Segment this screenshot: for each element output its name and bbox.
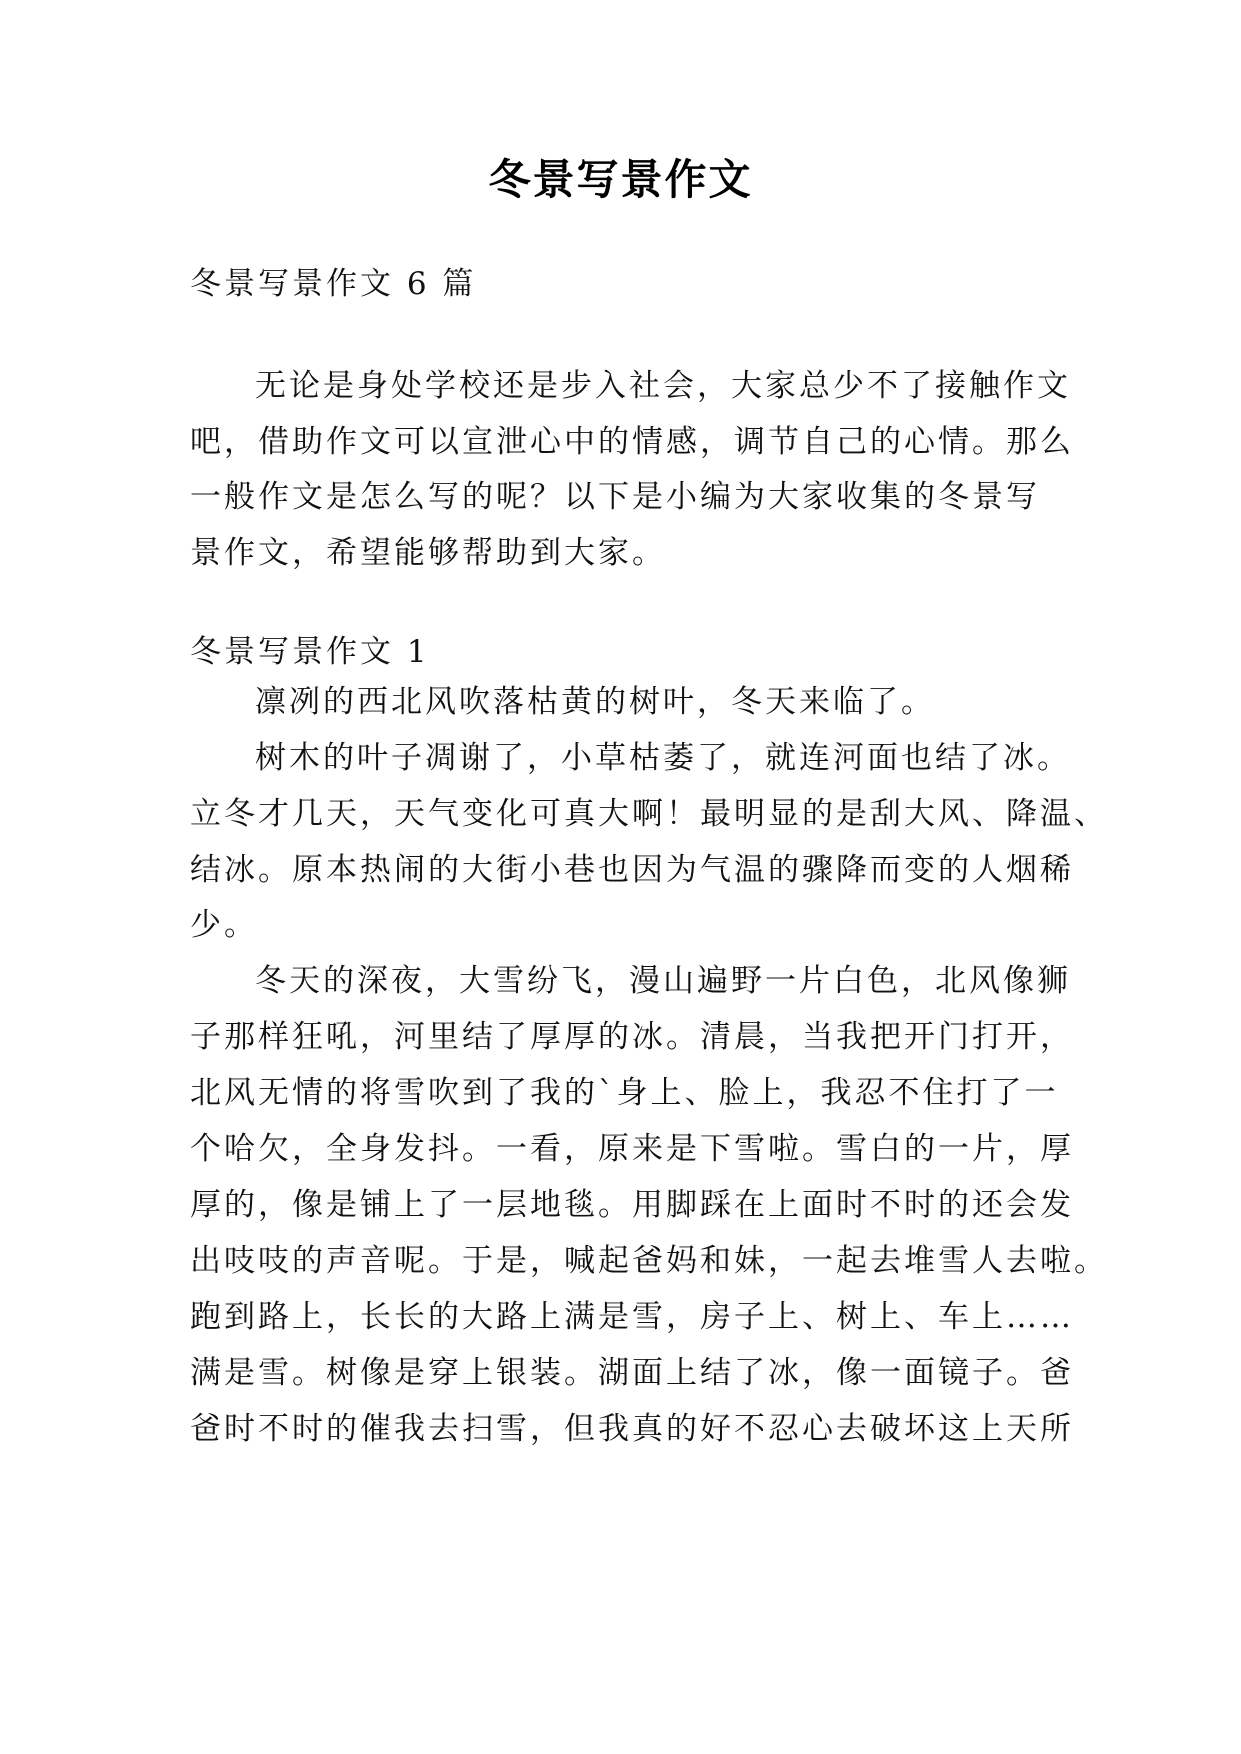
paragraph-line: 个哈欠，全身发抖。一看，原来是下雪啦。雪白的一片，厚 — [190, 1131, 1074, 1167]
intro-line: 吧，借助作文可以宣泄心中的情感，调节自己的心情。那么 — [190, 424, 1074, 460]
document-title: 冬景写景作文 — [488, 155, 753, 204]
paragraph-line: 结冰。原本热闹的大街小巷也因为气温的骤降而变的人烟稀 — [190, 852, 1074, 888]
paragraph-line: 少。 — [190, 907, 258, 943]
document-subtitle: 冬景写景作文 6 篇 — [190, 266, 477, 302]
intro-line: 景作文，希望能够帮助到大家。 — [190, 535, 666, 571]
paragraph-line: 立冬才几天，天气变化可真大啊！最明显的是刮大风、降温、 — [190, 796, 1108, 832]
paragraph-line: 北风无情的将雪吹到了我的`身上、脸上，我忍不住打了一 — [190, 1075, 1059, 1111]
paragraph-line: 树木的叶子凋谢了，小草枯萎了，就连河面也结了冰。 — [255, 740, 1071, 776]
paragraph-line: 冬天的深夜，大雪纷飞，漫山遍野一片白色，北风像狮 — [255, 963, 1071, 999]
paragraph-line: 爸时不时的催我去扫雪，但我真的好不忍心去破坏这上天所 — [190, 1411, 1074, 1447]
intro-line: 一般作文是怎么写的呢？以下是小编为大家收集的冬景写 — [190, 479, 1040, 515]
paragraph-line: 凛冽的西北风吹落枯黄的树叶，冬天来临了。 — [255, 684, 935, 720]
intro-line: 无论是身处学校还是步入社会，大家总少不了接触作文 — [255, 368, 1071, 404]
paragraph-line: 子那样狂吼，河里结了厚厚的冰。清晨，当我把开门打开， — [190, 1019, 1074, 1055]
paragraph-line: 出吱吱的声音呢。于是，喊起爸妈和妹，一起去堆雪人去啦。 — [190, 1243, 1108, 1279]
paragraph-line: 跑到路上，长长的大路上满是雪，房子上、树上、车上…… — [190, 1299, 1074, 1335]
section-heading: 冬景写景作文 1 — [190, 634, 430, 670]
paragraph-line: 满是雪。树像是穿上银装。湖面上结了冰，像一面镜子。爸 — [190, 1355, 1074, 1391]
paragraph-line: 厚的，像是铺上了一层地毯。用脚踩在上面时不时的还会发 — [190, 1187, 1074, 1223]
